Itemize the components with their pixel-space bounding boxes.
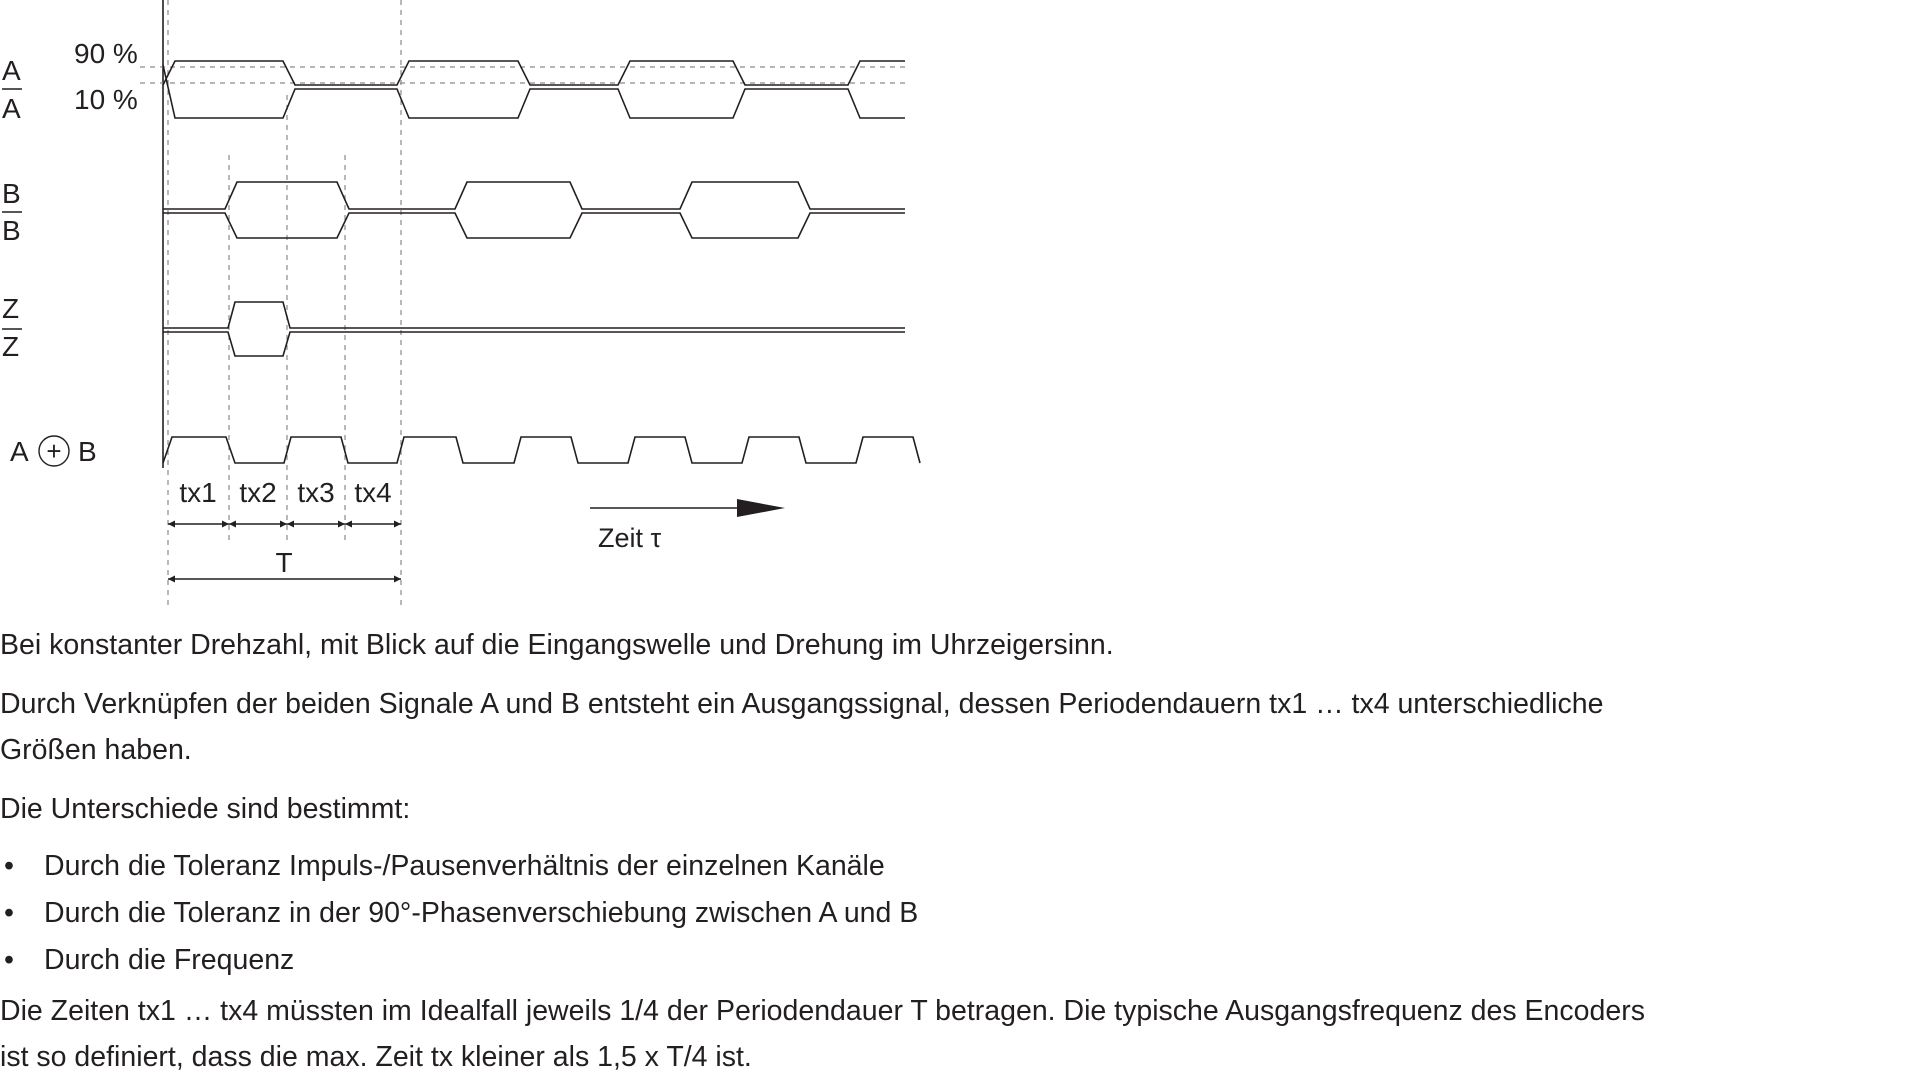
list-item (0, 843, 918, 890)
label-a-bar: A (2, 93, 21, 124)
difference-list (0, 843, 918, 984)
description-paragraph-4-line-2: ist so definiert, dass die max. Zeit tx kleiner als 1,5 x T/4 ist. (0, 1041, 752, 1073)
bullet-icon: • (4, 850, 14, 882)
signal-a-bar (163, 65, 905, 118)
time-direction-arrowhead (737, 499, 785, 517)
list-item-text: Durch die Toleranz Impuls-/Pausenverhältnis der einzelnen Kanäle (44, 850, 885, 882)
bullet-icon: • (4, 944, 14, 976)
level-10-label: 10 % (74, 84, 138, 115)
signal-a (163, 61, 905, 85)
label-z-bar: Z (2, 331, 20, 362)
description-paragraph-3: Die Unterschiede sind bestimmt: (0, 793, 411, 825)
description-paragraph-4-line-1: Die Zeiten tx1 … tx4 müssten im Idealfall jeweils 1/4 der Periodendauer T betragen. Die typische Ausgangsfrequenz des Encoders (0, 995, 1645, 1027)
interval-label-tx3: tx3 (297, 477, 335, 508)
description-paragraph-2-line-2: Größen haben. (0, 734, 192, 766)
list-item-text: Durch die Toleranz in der 90°-Phasenverschiebung zwischen A und B (44, 897, 919, 929)
interval-label-tx4: tx4 (354, 477, 392, 508)
list-item (0, 937, 918, 984)
signal-b (163, 182, 905, 209)
list-item (0, 890, 918, 937)
label-xor-symbol: + (46, 436, 62, 466)
signal-z-bar (163, 332, 905, 356)
label-b: B (2, 178, 21, 209)
bullet-icon: • (4, 897, 14, 929)
signal-z (163, 302, 905, 328)
signal-a-xor-b (163, 437, 920, 463)
signal-b-bar (163, 213, 905, 238)
label-xor-right: B (78, 436, 97, 467)
description-paragraph-1: Bei konstanter Drehzahl, mit Blick auf die Eingangswelle und Drehung im Uhrzeigersinn. (0, 629, 1114, 661)
label-z: Z (2, 293, 20, 324)
period-label: T (275, 547, 293, 578)
interval-label-tx1: tx1 (179, 477, 217, 508)
list-item-text: Durch die Frequenz (44, 944, 295, 976)
description-paragraph-2-line-1: Durch Verknüpfen der beiden Signale A und B entsteht ein Ausgangssignal, dessen Periodendauern tx1 … tx4 unterschiedliche (0, 688, 1604, 720)
time-axis-label: Zeit τ (598, 523, 662, 553)
label-a: A (2, 55, 21, 86)
interval-label-tx2: tx2 (239, 477, 277, 508)
level-90-label: 90 % (74, 38, 138, 69)
label-xor-left: A (10, 436, 29, 467)
label-b-bar: B (2, 215, 21, 246)
